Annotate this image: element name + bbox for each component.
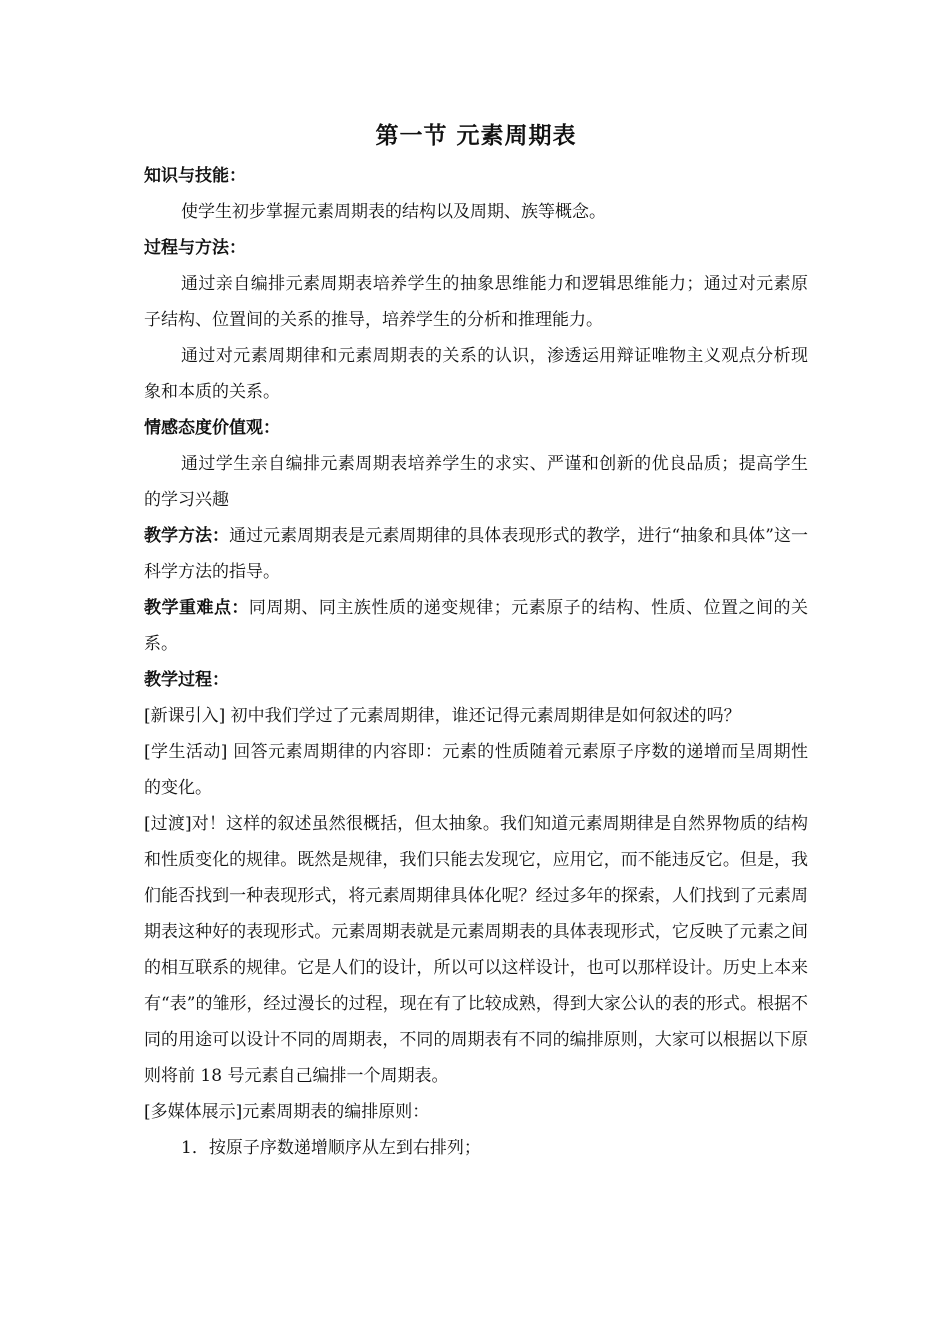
keypoint-text: 同周期、同主族性质的递变规律；元素原子的结构、性质、位置之间的关系。 xyxy=(144,598,809,654)
attitude-heading: 情感态度价值观： xyxy=(144,418,280,438)
student-activity-paragraph: [学生活动] 回答元素周期律的内容即：元素的性质随着元素原子序数的递增而呈周期性的变化。 xyxy=(144,742,808,798)
method-text: 通过元素周期表是元素周期律的具体表现形式的教学，进行“抽象和具体”这一科学方法的指导。 xyxy=(144,526,808,582)
knowledge-text: 使学生初步掌握元素周期表的结构以及周期、族等概念。 xyxy=(181,202,606,222)
process-text-2: 通过对元素周期律和元素周期表的关系的认识，渗透运用辩证唯物主义观点分析现象和本质的关系。 xyxy=(144,346,808,402)
transition-paragraph: [过渡]对！这样的叙述虽然很概括，但太抽象。我们知道元素周期律是自然界物质的结构和性质变化的规律。既然是规律，我们只能去发现它，应用它，而不能违反它。但是，我们能否找到一种表现形式，将元素周期律具体化呢？经过多年的探索，人们找到了元素周期表这种好的表现形式。元素周期表就是元素周期表的具体表现形式，它反映了元素之间的相互联系的规律。它是人们的设计，所以可以这样设计，也可以那样设计。历史上本来有“表”的雏形，经过漫长的过程，现在有了比较成熟，得到大家公认的表的形式。根据不同的用途可以设计不同的周期表，不同的周期表有不同的编排原则，大家可以根据以下原则将前 18 号元素自己编排一个周期表。 xyxy=(144,814,808,1086)
rule-item-1: 1．按原子序数递增顺序从左到右排列； xyxy=(181,1138,481,1158)
process-steps-heading: 教学过程： xyxy=(144,670,229,690)
multimedia-paragraph: [多媒体展示]元素周期表的编排原则： xyxy=(144,1102,430,1122)
knowledge-heading: 知识与技能： xyxy=(144,166,246,186)
keypoint-label: 教学重难点： xyxy=(144,598,249,618)
intro-paragraph: [新课引入] 初中我们学过了元素周期律，谁还记得元素周期律是如何叙述的吗？ xyxy=(144,706,741,726)
method-label: 教学方法： xyxy=(144,526,230,546)
attitude-text: 通过学生亲自编排元素周期表培养学生的求实、严谨和创新的优良品质；提高学生的学习兴趣 xyxy=(144,454,808,510)
process-text-1: 通过亲自编排元素周期表培养学生的抽象思维能力和逻辑思维能力；通过对元素原子结构、位置间的关系的推导，培养学生的分析和推理能力。 xyxy=(144,274,808,330)
keypoint-paragraph xyxy=(144,590,808,662)
document-content xyxy=(144,118,808,1166)
page-title: 第一节 元素周期表 xyxy=(375,123,577,149)
process-heading: 过程与方法： xyxy=(144,238,246,258)
method-paragraph xyxy=(144,518,808,590)
